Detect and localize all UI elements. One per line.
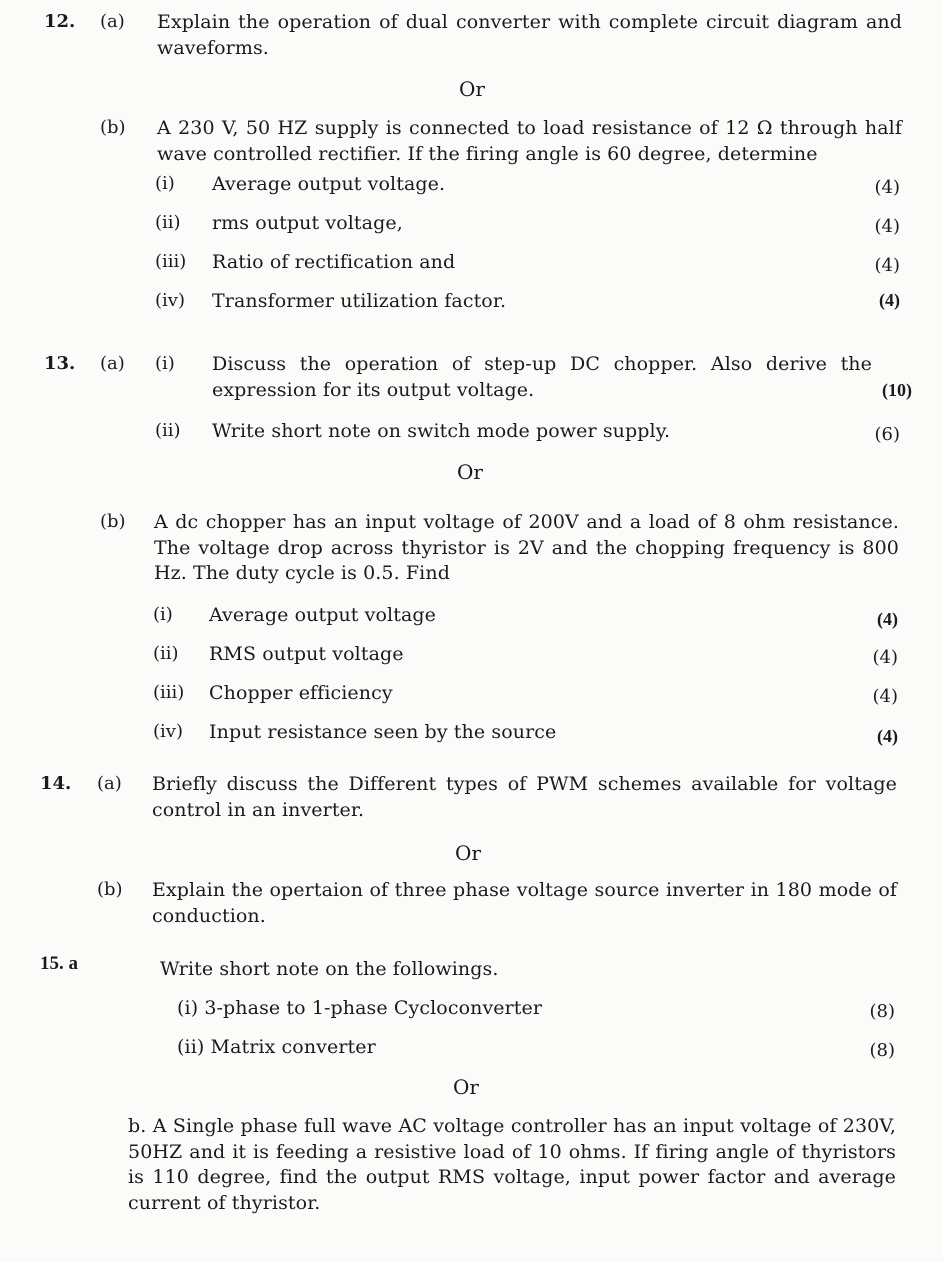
question-number: 14. [40,773,72,794]
part-label: (a) [100,11,125,32]
question-number: 15. a [40,953,78,974]
subpart-text: Discuss the operation of step-up DC chopper. Also derive the expression for its output voltage. [212,353,872,401]
question-text: Explain the operation of dual converter with complete circuit diagram and waveforms. [157,11,902,59]
subpart-text: Write short note on switch mode power supply. [212,420,671,442]
subpart-label: (iv) [155,290,185,311]
question-number: 12. [44,11,76,32]
subpart-text: Input resistance seen by the source [209,721,557,743]
subpart-text: Average output voltage [209,604,436,626]
subpart-text: (ii) Matrix converter [177,1036,376,1058]
part-label: (a) [100,353,125,374]
marks: (4) [877,609,898,629]
subpart-text: (i) 3-phase to 1-phase Cycloconverter [177,997,543,1019]
question-text: Explain the opertaion of three phase voltage source inverter in 180 mode of conduction. [152,879,897,927]
subpart-text: Average output voltage. [212,173,446,195]
question-text: Briefly discuss the Different types of PWM schemes available for voltage control in an inverter. [152,773,897,821]
subpart-label: (iii) [153,682,185,703]
subpart-text: RMS output voltage [209,643,404,665]
subpart-label: (i) [155,353,175,374]
marks: (8) [869,1001,895,1022]
or-separator: Or [453,1075,479,1099]
subpart-text: Chopper efficiency [209,682,393,704]
part-label: (a) [97,773,122,794]
subpart-text: rms output voltage, [212,212,403,234]
question-text: b. A Single phase full wave AC voltage controller has an input voltage of 230V, 50HZ and it is feeding a resistive load of 10 ohms. If firing angle of thyristors is 110 degree, find the output RMS voltage, input power factor and average current of thyristor. [128,1115,896,1214]
marks: (4) [874,177,900,198]
or-separator: Or [459,77,485,101]
or-separator: Or [457,460,483,484]
subpart-label: (i) [153,604,173,625]
subpart-label: (ii) [153,643,179,664]
subpart-text: Ratio of rectification and [212,251,456,273]
subpart-label: (i) [155,173,175,194]
marks: (4) [872,647,898,668]
question-text: Write short note on the followings. [160,958,499,980]
part-label: (b) [100,511,126,532]
or-separator: Or [455,841,481,865]
marks: (4) [879,290,900,310]
subpart-label: (iii) [155,251,187,272]
question-text: A 230 V, 50 HZ supply is connected to load resistance of 12 Ω through half wave controlled rectifier. If the firing angle is 60 degree, determine [157,117,902,165]
marks: (8) [869,1040,895,1061]
part-label: (b) [100,117,126,138]
marks: (4) [872,686,898,707]
marks: (4) [874,255,900,276]
subpart-label: (ii) [155,420,181,441]
part-label: (b) [97,879,123,900]
marks: (4) [874,216,900,237]
marks: (10) [882,380,912,400]
marks: (6) [874,424,900,445]
marks: (4) [877,726,898,746]
question-text: A dc chopper has an input voltage of 200V and a load of 8 ohm resistance. The voltage drop across thyristor is 2V and the chopping frequency is 800 Hz. The duty cycle is 0.5. Find [154,511,899,585]
subpart-label: (iv) [153,721,183,742]
subpart-text: Transformer utilization factor. [212,290,507,312]
subpart-label: (ii) [155,212,181,233]
question-number: 13. [44,353,76,374]
